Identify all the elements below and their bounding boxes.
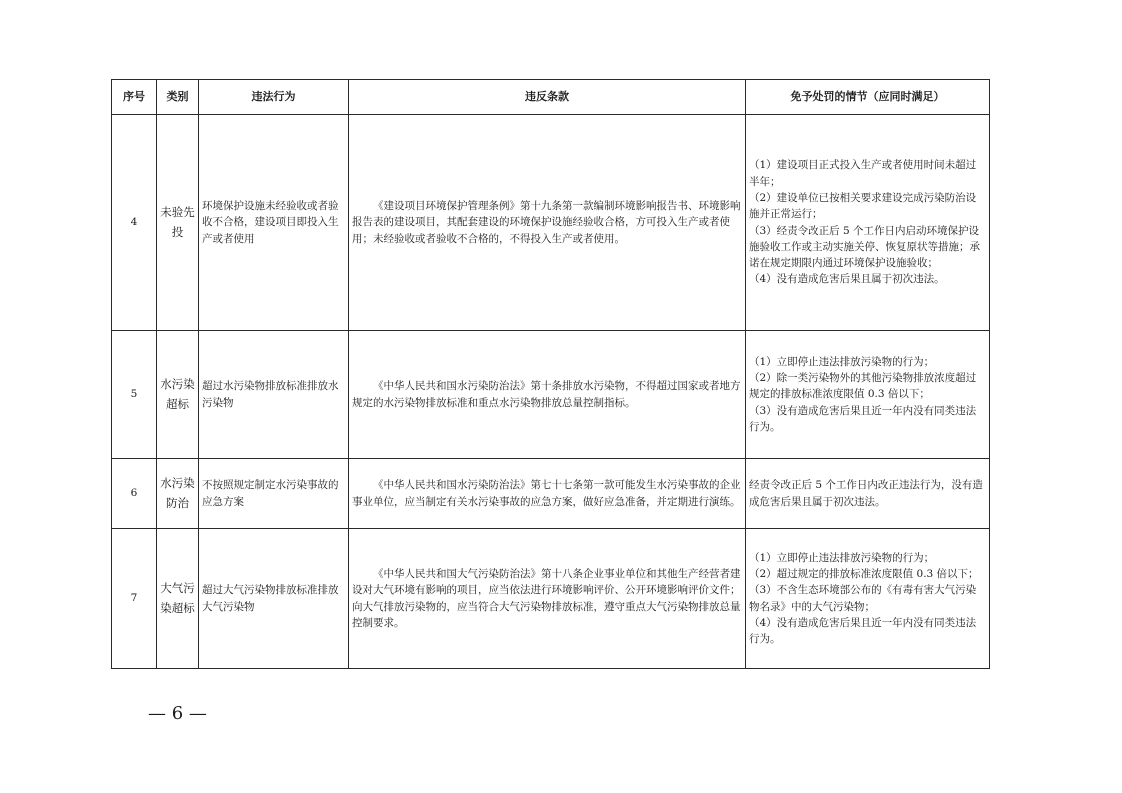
row-violation: 不按照规定制定水污染事故的应急方案 bbox=[199, 459, 349, 529]
exemption-item: （1）建设项目正式投入生产或者使用时间未超过半年； bbox=[749, 159, 977, 188]
table-row bbox=[112, 115, 990, 331]
row-exemption bbox=[746, 529, 990, 669]
row-article: 《中华人民共和国水污染防治法》第七十七条第一款可能发生水污染事故的企业事业单位，应当制定有关水污染事故的应急方案，做好应急准备，并定期进行演练。 bbox=[349, 459, 746, 529]
table-row bbox=[112, 459, 990, 529]
row-category: 水污染超标 bbox=[157, 331, 199, 459]
row-violation: 环境保护设施未经验收或者验收不合格，建设项目即投入生产或者使用 bbox=[199, 115, 349, 331]
row-exemption bbox=[746, 115, 990, 331]
row-category: 未验先投 bbox=[157, 115, 199, 331]
page-number: — 6 — bbox=[148, 703, 207, 724]
row-article: 《中华人民共和国水污染防治法》第十条排放水污染物，不得超过国家或者地方规定的水污染物排放标准和重点水污染物排放总量控制指标。 bbox=[349, 331, 746, 459]
header-article: 违反条款 bbox=[349, 80, 746, 115]
penalty-exemption-table bbox=[111, 79, 990, 669]
exemption-item: （2）建设单位已按相关要求建设完成污染防治设施并正常运行； bbox=[749, 191, 977, 221]
row-category: 水污染防治 bbox=[157, 459, 199, 529]
exemption-item: （2）除一类污染物外的其他污染物排放浓度超过规定的排放标准浓度限值 0.3 倍以下； bbox=[749, 372, 977, 401]
header-exemption: 免予处罚的情节（应同时满足） bbox=[746, 80, 990, 115]
exemption-item: （3）没有造成危害后果且近一年内没有同类违法行为。 bbox=[749, 404, 977, 433]
row-category: 大气污染超标 bbox=[157, 529, 199, 669]
row-article: 《建设项目环境保护管理条例》第十九条第一款编制环境影响报告书、环境影响报告表的建设项目，其配套建设的环境保护设施经验收合格，方可投入生产或者使用；未经验收或者验收不合格的，不得投入生产或者使用。 bbox=[349, 115, 746, 331]
table-row bbox=[112, 331, 990, 459]
row-serial-no: 6 bbox=[112, 459, 157, 529]
row-violation: 超过大气污染物排放标准排放大气污染物 bbox=[199, 529, 349, 669]
row-exemption bbox=[746, 331, 990, 459]
exemption-item: 经责令改正后 5 个工作日内改正违法行为，没有造成危害后果且属于初次违法。 bbox=[749, 479, 983, 508]
row-serial-no: 4 bbox=[112, 115, 157, 331]
exemption-item: （3）经责令改正后 5 个工作日内启动环境保护设施验收工作或主动实施关停、恢复原状等措施；承诺在规定期限内通过环境保护设施验收； bbox=[749, 224, 980, 270]
header-serial-no: 序号 bbox=[112, 80, 157, 115]
row-violation: 超过水污染物排放标准排放水污染物 bbox=[199, 331, 349, 459]
row-serial-no: 7 bbox=[112, 529, 157, 669]
table-row bbox=[112, 529, 990, 669]
exemption-item: （1）立即停止违法排放污染物的行为； bbox=[749, 355, 935, 368]
exemption-item: （1）立即停止违法排放污染物的行为； bbox=[749, 551, 935, 564]
table-header-row bbox=[112, 80, 990, 115]
exemption-item: （4）没有造成危害后果且近一年内没有同类违法行为。 bbox=[749, 616, 977, 646]
header-category: 类别 bbox=[157, 80, 199, 115]
exemption-item: （4）没有造成危害后果且属于初次违法。 bbox=[749, 273, 945, 286]
row-serial-no: 5 bbox=[112, 331, 157, 459]
row-exemption bbox=[746, 459, 990, 529]
exemption-item: （3）不含生态环境部公布的《有毒有害大气污染物名录》中的大气污染物； bbox=[749, 584, 977, 613]
header-violation: 违法行为 bbox=[199, 80, 349, 115]
row-article: 《中华人民共和国大气污染防治法》第十八条企业事业单位和其他生产经营者建设对大气环境有影响的项目，应当依法进行环境影响评价、公开环境影响评价文件；向大气排放污染物的，应当符合大气污染物排放标准，遵守重点大气污染物排放总量控制要求。 bbox=[349, 529, 746, 669]
exemption-item: （2）超过规定的排放标准浓度限值 0.3 倍以下； bbox=[749, 567, 979, 580]
